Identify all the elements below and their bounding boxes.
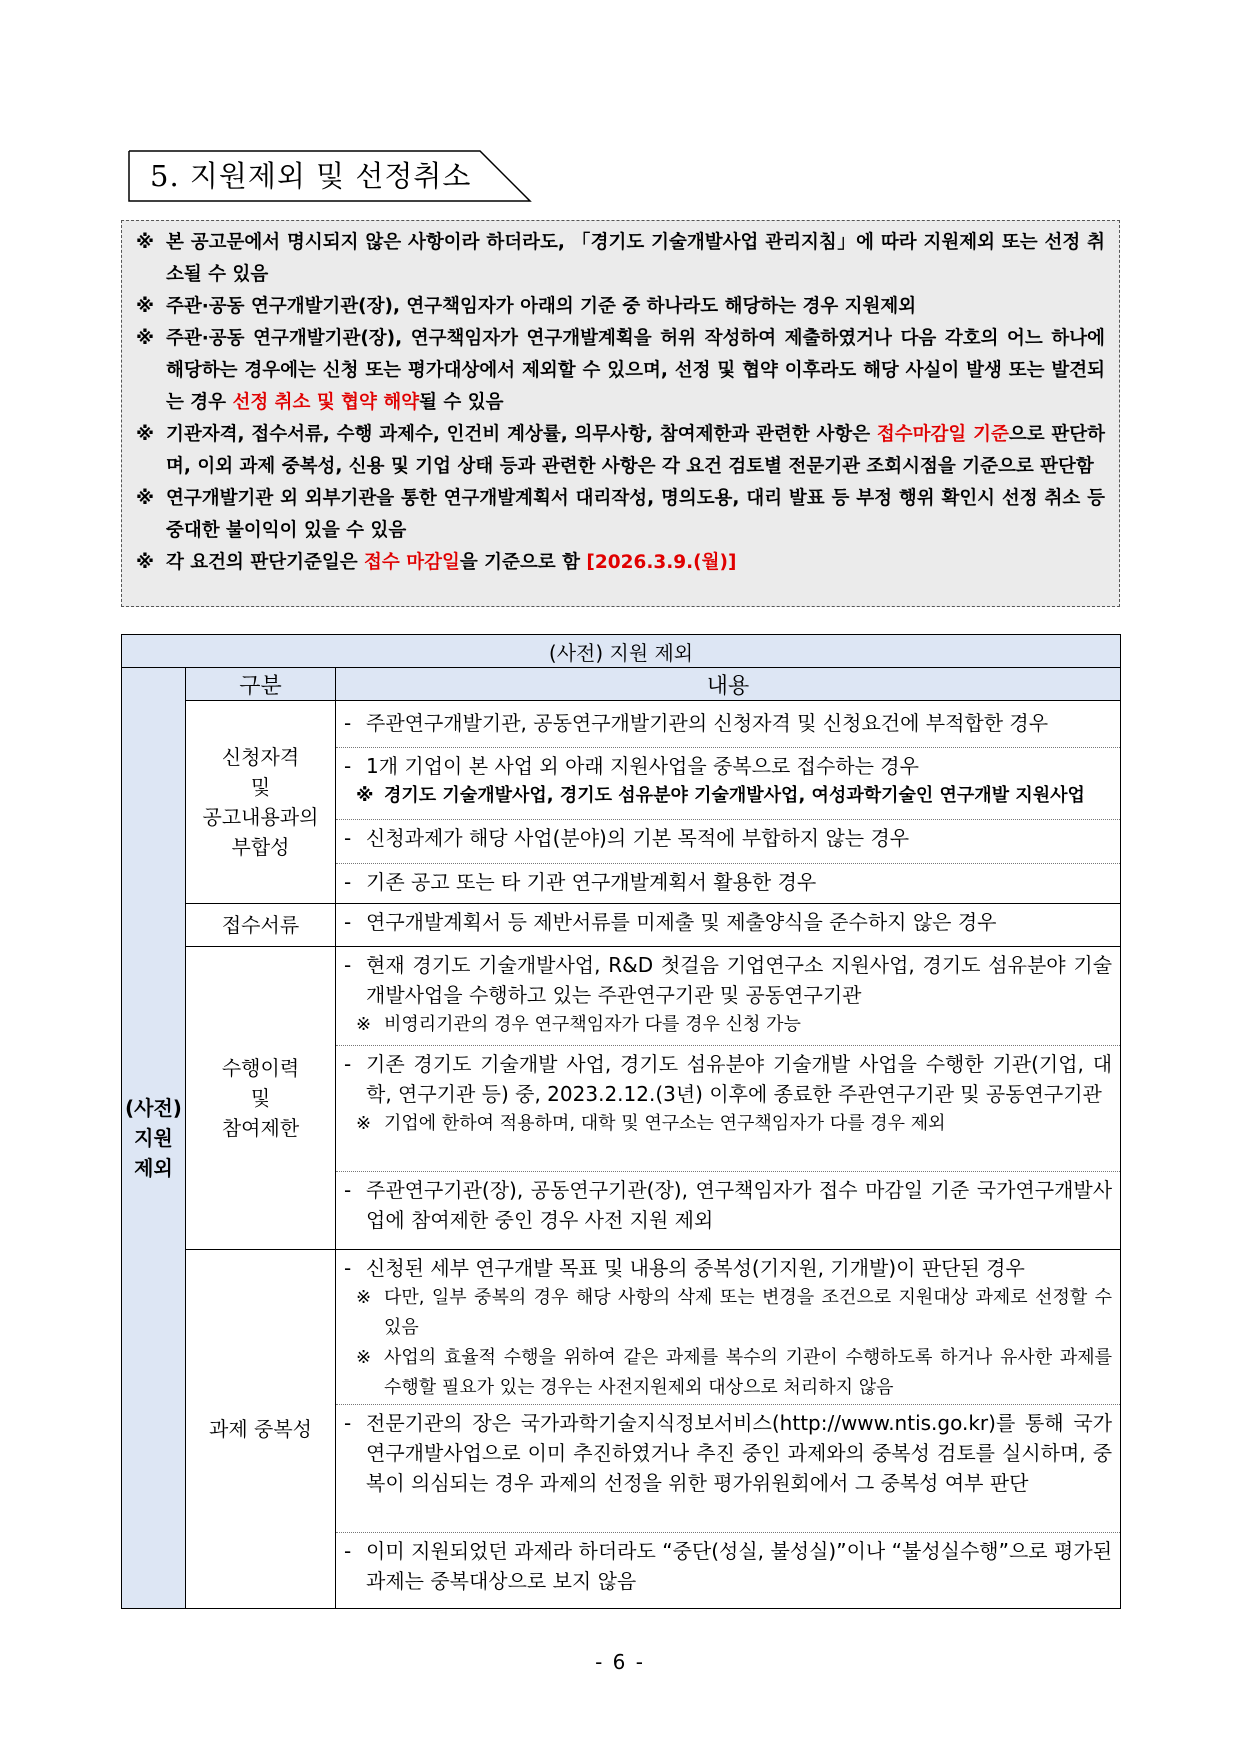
dash: - — [344, 1052, 352, 1076]
category-history-restriction — [186, 947, 336, 1250]
dash: - — [344, 711, 352, 735]
criterion-note: 사업의 효율적 수행을 위하여 같은 과제를 복수의 기관이 수행하도록 하거나 유사한 과제를 수행할 필요가 있는 경우는 사전지원제외 대상으로 처리하지 않음 — [384, 1347, 1113, 1398]
deadline-date: [2026.3.9.(월)] — [586, 552, 737, 573]
notice-text-part: 각 요건의 판단기준일은 — [166, 552, 365, 573]
criterion-text: 연구개발계획서 등 제반서류를 미제출 및 제출양식을 준수하지 않은 경우 — [366, 910, 997, 934]
notice-text — [166, 419, 1105, 483]
criterion-note: 경기도 기술개발사업, 경기도 섬유분야 기술개발사업, 여성과학기술인 연구개발 지원사업 — [384, 785, 1085, 806]
reference-mark: ※ — [356, 1287, 372, 1308]
reference-mark: ※ — [136, 328, 154, 349]
notice-item — [136, 419, 1105, 483]
side-label-line: (사전) — [125, 1096, 182, 1120]
notice-text-part: 될 수 있음 — [419, 392, 504, 413]
criterion-row — [336, 819, 1120, 863]
criterion-text: 전문기관의 장은 국가과학기술지식정보서비스(http://www.ntis.go.kr)를 통해 국가 연구개발사업으로 이미 추진하였거나 추진 중인 과제와의 중복성 검토를 실시하며, 중복이 의심되는 경우 과제의 선정을 위한 평가위원회에서 그 중복성 여부 판단 — [366, 1411, 1113, 1495]
notice-text-part: 기관자격, 접수서류, 수행 과제수, 인건비 계상률, 의무사항, 참여제한과 관련한 사항은 — [166, 424, 877, 445]
criterion-row — [336, 904, 1120, 946]
notice-text-part: 을 기준으로 함 — [459, 552, 587, 573]
dash: - — [344, 910, 352, 934]
notice-item — [136, 291, 1105, 323]
criterion-note: 기업에 한하여 적용하며, 대학 및 연구소는 연구책임자가 다를 경우 제외 — [384, 1113, 946, 1134]
highlight-text: 접수마감일 기준 — [876, 424, 1009, 445]
dash: - — [344, 754, 352, 778]
criterion-note: 비영리기관의 경우 연구책임자가 다를 경우 신청 가능 — [384, 1014, 801, 1035]
reference-mark: ※ — [356, 1014, 372, 1035]
reference-mark: ※ — [356, 785, 374, 806]
highlight-text: 접수 마감일 — [364, 552, 460, 573]
side-label-line: 제외 — [134, 1156, 173, 1180]
column-header-category: 구분 — [186, 668, 336, 701]
reference-mark: ※ — [136, 424, 154, 445]
criterion-row — [336, 1250, 1120, 1404]
criterion-row — [336, 701, 1120, 747]
criterion-text: 주관연구개발기관, 공동연구개발기관의 신청자격 및 신청요건에 부적합한 경우 — [366, 711, 1049, 735]
notice-item — [136, 323, 1105, 419]
reference-mark: ※ — [136, 488, 154, 509]
criterion-row — [336, 1404, 1120, 1532]
notice-text: 연구개발기관 외 외부기관을 통한 연구개발계획서 대리작성, 명의도용, 대리 발표 등 부정 행위 확인시 선정 취소 등 중대한 불이익이 있을 수 있음 — [166, 488, 1105, 541]
criterion-row — [336, 747, 1120, 819]
notice-text — [166, 547, 1105, 579]
category-line: 및 — [250, 1086, 271, 1110]
content-eligibility — [336, 701, 1121, 904]
reference-mark: ※ — [136, 296, 154, 317]
side-label-line: 지원 — [134, 1126, 173, 1150]
criterion-text: 주관연구기관(장), 공동연구기관(장), 연구책임자가 접수 마감일 기준 국가연구개발사업에 참여제한 중인 경우 사전 지원 제외 — [366, 1178, 1113, 1232]
criterion-text: 기존 경기도 기술개발 사업, 경기도 섬유분야 기술개발 사업을 수행한 기관(기업, 대학, 연구기관 등) 중, 2023.2.12.(3년) 이후에 종료한 주관연구기관 및 공동연구기관 — [366, 1052, 1113, 1106]
criterion-row — [336, 947, 1120, 1045]
notice-text-part: 으로 판단하며, 이외 과제 중복성, 신용 및 기업 상태 등과 관련한 사항은 각 요건 검토별 전문기관 조회시점을 기준으로 판단함 — [166, 424, 1105, 477]
criterion-row — [336, 1171, 1120, 1249]
dash: - — [344, 870, 352, 894]
criterion-text: 신청된 세부 연구개발 목표 및 내용의 중복성(기지원, 기개발)이 판단된 경우 — [366, 1256, 1025, 1280]
reference-mark: ※ — [136, 552, 154, 573]
notice-text: 본 공고문에서 명시되지 않은 사항이라 하더라도, 「경기도 기술개발사업 관리지침」에 따라 지원제외 또는 선정 취소될 수 있음 — [166, 232, 1105, 285]
category-line: 참여제한 — [221, 1116, 300, 1140]
content-documents — [336, 904, 1121, 947]
reference-mark: ※ — [136, 232, 154, 253]
content-duplication — [336, 1250, 1121, 1609]
criterion-text: 1개 기업이 본 사업 외 아래 지원사업을 중복으로 접수하는 경우 — [366, 754, 919, 778]
criterion-text: 신청과제가 해당 사업(분야)의 기본 목적에 부합하지 않는 경우 — [366, 826, 910, 850]
criterion-row — [336, 863, 1120, 903]
reference-mark: ※ — [356, 1113, 372, 1134]
section-title: 5. 지원제외 및 선정취소 — [150, 159, 472, 193]
column-header-content: 내용 — [336, 668, 1121, 701]
notice-item — [136, 547, 1105, 579]
notice-text — [166, 323, 1105, 419]
dash: - — [344, 1539, 352, 1563]
reference-mark: ※ — [356, 1347, 372, 1368]
dash: - — [344, 1256, 352, 1280]
table-caption: (사전) 지원 제외 — [122, 635, 1121, 668]
exclusion-table — [121, 634, 1121, 1609]
category-line: 공고내용과의 — [202, 805, 319, 829]
content-history-restriction — [336, 947, 1121, 1250]
dash: - — [344, 1178, 352, 1202]
category-documents: 접수서류 — [186, 904, 336, 947]
notice-text: 주관·공동 연구개발기관(장), 연구책임자가 아래의 기준 중 하나라도 해당하는 경우 지원제외 — [166, 296, 917, 317]
notice-text-part: 주관·공동 연구개발기관(장), 연구책임자가 연구개발계획을 허위 작성하여 제출하였거나 다음 각호의 어느 하나에 해당하는 경우에는 신청 또는 평가대상에서 제외할 수 있으며, 선정 및 협약 이후라도 해당 사실이 발생 또는 발견되는 경우 — [166, 328, 1105, 413]
criterion-row — [336, 1045, 1120, 1171]
dash: - — [344, 1411, 352, 1435]
highlight-text: 선정 취소 및 협약 해약 — [232, 392, 420, 413]
notice-item — [136, 483, 1105, 547]
category-line: 부합성 — [231, 835, 290, 859]
category-line: 신청자격 — [221, 745, 300, 769]
criterion-note: 다만, 일부 중복의 경우 해당 사항의 삭제 또는 변경을 조건으로 지원대상 과제로 선정할 수 있음 — [384, 1287, 1113, 1338]
side-label — [122, 668, 186, 1609]
dash: - — [344, 953, 352, 977]
category-line: 수행이력 — [221, 1056, 300, 1080]
criterion-text: 이미 지원되었던 과제라 하더라도 “중단(성실, 불성실)”이나 “불성실수행”으로 평가된 과제는 중복대상으로 보지 않음 — [366, 1539, 1113, 1593]
page-number: - 6 - — [595, 1650, 645, 1674]
criterion-row — [336, 1532, 1120, 1608]
notice-box — [121, 220, 1120, 607]
category-eligibility — [186, 701, 336, 904]
category-duplication: 과제 중복성 — [186, 1250, 336, 1609]
notice-item — [136, 227, 1105, 291]
criterion-text: 기존 공고 또는 타 기관 연구개발계획서 활용한 경우 — [366, 870, 817, 894]
dash: - — [344, 826, 352, 850]
category-line: 및 — [250, 775, 271, 799]
criterion-text: 현재 경기도 기술개발사업, R&D 첫걸음 기업연구소 지원사업, 경기도 섬유분야 기술개발사업을 수행하고 있는 주관연구기관 및 공동연구기관 — [366, 953, 1113, 1007]
section-heading — [128, 150, 532, 202]
